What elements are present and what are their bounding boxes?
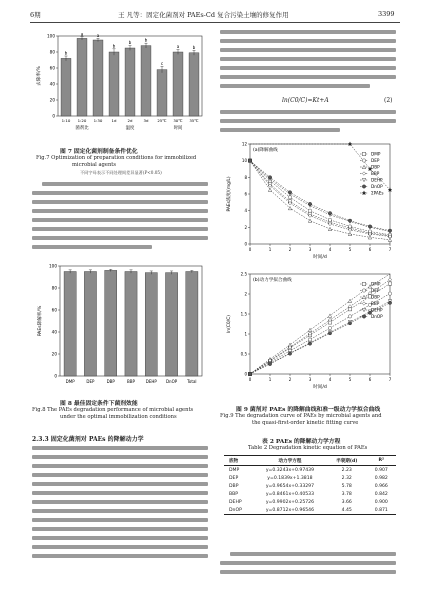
issue-number: 6期 (30, 11, 41, 19)
point-ΣPAEs (348, 142, 351, 146)
y-tick-label: 0.5 (240, 351, 247, 357)
table-cell-substrate: DMP (229, 467, 240, 473)
x-tick-label: 3d (143, 118, 149, 123)
point-ΣPAEs (388, 188, 391, 192)
x-tick-label: DEHP (145, 379, 157, 384)
x-group-label: 时间 (173, 126, 183, 131)
x-tick-label: 7 (388, 247, 392, 252)
right-body-paragraph-1 (220, 30, 396, 88)
fig7-title-en-line1: Fig.7 Optimization of preparation conditions for immobilized (36, 155, 197, 161)
y-tick-label: 4 (244, 208, 247, 214)
point-DEP (308, 209, 311, 212)
table-row (224, 474, 396, 482)
bar-DEP (84, 272, 96, 377)
y-tick-label: 2.5 (240, 271, 247, 277)
equation-number: (2) (384, 97, 393, 104)
x-tick-label: 2d (127, 118, 133, 123)
x-tick-label: 1 (268, 247, 272, 252)
table-cell-substrate: DBP (229, 483, 239, 489)
bar-1:20 (77, 38, 87, 116)
table2-title-zh: 表 2 PAEs 的降解动力学方程 (262, 439, 341, 445)
column-header-equation: 动力学方程 (278, 458, 302, 464)
point-DEP (308, 338, 311, 341)
point-DMP (388, 282, 391, 285)
legend-label: ΣPAEs (371, 190, 384, 196)
legend-label: DnOP (371, 184, 383, 189)
legend-label: DMP (371, 281, 381, 287)
y-tick-label: 80 (49, 49, 55, 55)
column-header-r2: R² (378, 458, 385, 463)
point-DnOP (348, 322, 351, 325)
table-cell-r2: 0.900 (374, 499, 388, 505)
y-tick-label: 40 (51, 329, 57, 335)
point-DBP (268, 188, 271, 191)
significance-letter: b (128, 40, 132, 46)
left-body-paragraph-2 (32, 446, 208, 558)
y-tick-label: 2 (244, 224, 247, 230)
table-cell-r2: 0.871 (374, 507, 388, 513)
table-cell-r2: 0.907 (374, 467, 388, 473)
table-cell-equation: y=0.8712x+0.96546 (265, 507, 315, 513)
point-DBP (348, 299, 351, 302)
x-tick-label: Total (187, 379, 197, 384)
legend-marker-DnOP (362, 315, 365, 318)
x-tick-label: 3 (308, 377, 312, 382)
table-row (224, 490, 396, 498)
table-header-row (224, 456, 396, 466)
point-DBP (308, 328, 311, 331)
x-tick-label: 1:20 (77, 118, 87, 123)
x-tick-label: BBP (127, 379, 135, 384)
y-axis-label: 去除率/% (37, 66, 42, 86)
table-cell-equation: y=0.8461x+0.40533 (265, 491, 315, 497)
fig8-title-en-line1: Fig.8 The PAEs degradation performance of microbial agents (32, 407, 194, 413)
x-tick-label: DMP (65, 379, 75, 384)
fig7-title-en-line2: microbial agents (72, 162, 117, 168)
legend-label: BBP (371, 301, 380, 306)
y-tick-label: 0 (244, 371, 247, 377)
y-axis-label: PAEs降解率/% (38, 305, 43, 337)
fig9-title-en-line2: the quasi-first-order kinetic fitting curve (252, 420, 359, 426)
legend-marker-BBP (362, 302, 365, 305)
table-row (224, 498, 396, 506)
y-tick-label: 1 (244, 331, 247, 337)
bar-30℃ (173, 52, 183, 116)
x-tick-label: 25℃ (157, 118, 167, 123)
significance-letter: a (80, 31, 84, 37)
x-tick-label: DBP (106, 379, 115, 384)
point-DnOP (368, 225, 371, 228)
point-DEP (348, 315, 351, 318)
x-tick-label: 6 (368, 247, 372, 252)
table2-title-en: Table 2 Degradation kinetic equation of PAEs (248, 445, 368, 451)
point-DnOP (388, 301, 391, 304)
point-DnOP (328, 211, 331, 214)
table-row (224, 466, 396, 475)
x-tick-label: 1 (268, 377, 272, 382)
table-cell-r2: 0.982 (374, 475, 388, 481)
legend-label: DEHP (371, 307, 383, 313)
bar-1:30 (93, 40, 103, 116)
legend-marker-DMP (362, 152, 365, 155)
significance-letter: c (160, 60, 164, 66)
left-body-paragraph-1 (32, 182, 208, 249)
fig7-title-zh: 图 7 固定化菌剂制备条件优化 (60, 149, 138, 155)
legend-label: DEP (371, 158, 380, 163)
legend-marker-DnOP (362, 185, 365, 188)
legend-label: DBP (371, 294, 380, 300)
x-axis-label: 时间/d (313, 385, 327, 390)
table-cell-equation: y=0.1839x+1.3818 (267, 475, 313, 481)
significance-letter: a (96, 32, 100, 38)
point-DnOP (308, 202, 311, 205)
y-tick-label: 0 (54, 373, 57, 379)
table-cell-equation: y=0.9654x+0.33297 (265, 483, 315, 489)
series-line-DBP (250, 274, 390, 374)
x-group-label: 温度 (125, 126, 135, 131)
point-DnOP (308, 342, 311, 345)
y-tick-label: 60 (49, 65, 55, 71)
table-cell-r2: 0.842 (374, 491, 388, 497)
header-rule (30, 22, 400, 23)
x-tick-label: DEP (86, 379, 95, 384)
panel-title: (b)动力学拟合曲线 (253, 278, 292, 283)
table-cell-substrate: DnOP (229, 507, 242, 513)
table-cell-half-life: 3.78 (341, 491, 352, 497)
series-line-DMP (250, 161, 390, 236)
bar-DnOP (165, 273, 177, 376)
fig8-bar-chart (34, 258, 206, 393)
x-tick-label: 35℃ (189, 118, 199, 123)
right-body-paragraph-3 (220, 552, 396, 574)
table-cell-half-life: 5.78 (341, 483, 352, 489)
table-row (224, 482, 396, 490)
point-DBP (328, 314, 331, 317)
table-cell-substrate: DEHP (229, 499, 242, 505)
table-row (224, 506, 396, 515)
point-DnOP (348, 219, 351, 222)
x-tick-label: 6 (368, 377, 372, 382)
bar-1d (109, 52, 119, 116)
bar-DEHP (145, 273, 157, 376)
panel-title: (a)降解曲线 (253, 148, 278, 153)
x-tick-label: 30℃ (173, 118, 183, 123)
legend-marker-DMP (362, 282, 365, 285)
column-header-half-life: 半衰期(d) (336, 458, 358, 464)
bar-25℃ (157, 70, 167, 116)
table-cell-r2: 0.966 (374, 483, 388, 489)
x-tick-label: 1:30 (93, 118, 103, 123)
fig7-bar-chart (34, 30, 206, 142)
y-tick-label: 100 (47, 33, 55, 39)
fig9-title-zh: 图 9 菌剂对 PAEs 的降解曲线和准一级动力学拟合曲线 (236, 407, 381, 413)
y-tick-label: 6 (244, 191, 247, 197)
table-cell-half-life: 2.23 (341, 467, 352, 473)
point-DnOP (328, 332, 331, 335)
point-DBP (388, 238, 391, 241)
table-cell-equation: y=0.9902x+0.25726 (265, 499, 315, 505)
fig7-significance-note: 不同字母表示不同处理间差异显著(P<0.05) (80, 170, 162, 175)
fig9-title-en-line1: Fig.9 The degradation curve of PAEs by microbial agents and (220, 413, 382, 419)
x-tick-label: 5 (348, 377, 352, 382)
x-tick-label: 3 (308, 247, 312, 252)
point-DBP (308, 219, 311, 222)
bar-BBP (125, 272, 137, 377)
point-DnOP (248, 372, 251, 375)
x-group-label: 菌剂比 (75, 126, 89, 131)
y-tick-label: 80 (51, 285, 57, 291)
column-header-substrate: 底物 (229, 458, 239, 464)
fig8-title-en-line2: under the optimal immobilization conditions (60, 414, 177, 420)
point-DEP (348, 225, 351, 228)
page-number: 3399 (378, 10, 395, 18)
legend-label: BBP (371, 171, 380, 176)
plot-frame (250, 144, 390, 244)
table-cell-half-life: 2.32 (341, 475, 352, 481)
series-line-DEP (250, 161, 390, 235)
legend-label: DBP (371, 164, 380, 170)
plot-frame (250, 274, 390, 374)
running-title: 王 凡等：固定化菌剂对 PAEs-Cd 复合污染土壤的修复作用 (118, 11, 289, 19)
legend-marker-BBP (362, 172, 365, 175)
legend-marker-ΣPAEs (362, 191, 365, 195)
table-cell-equation: y=0.3243x+0.97439 (265, 467, 315, 473)
x-tick-label: 4 (328, 247, 332, 252)
y-axis-label: PAEs浓度/(mg/L) (227, 176, 232, 212)
point-DBP (328, 227, 331, 230)
point-DnOP (268, 176, 271, 179)
legend-label: DnOP (371, 314, 383, 319)
point-DnOP (288, 352, 291, 355)
y-tick-label: 1.5 (240, 311, 247, 317)
x-tick-label: 4 (328, 377, 332, 382)
series-line-DEHP (250, 161, 390, 232)
kinetics-table (224, 455, 396, 515)
y-tick-label: 20 (51, 351, 57, 357)
x-tick-label: 0 (248, 247, 252, 252)
table-cell-substrate: DEP (229, 475, 239, 481)
y-tick-label: 60 (51, 307, 57, 313)
legend-marker-DEP (362, 159, 365, 162)
bar-3d (141, 46, 151, 116)
bar-35℃ (189, 53, 199, 116)
y-tick-label: 0 (52, 113, 55, 119)
y-tick-label: 100 (49, 263, 57, 269)
x-tick-label: 2 (288, 377, 292, 382)
y-tick-label: 12 (241, 141, 247, 147)
fig9-line-charts (224, 140, 396, 398)
bar-Total (186, 272, 198, 377)
y-axis-label: ln(C0/C) (227, 315, 232, 333)
bar-DMP (64, 272, 76, 377)
equation-formula: ln(C0/C)=Kt+A (282, 97, 329, 104)
significance-letter: b (64, 50, 68, 56)
x-tick-label: 7 (388, 377, 392, 382)
point-DEP (388, 292, 391, 295)
x-tick-label: DnOP (165, 379, 178, 384)
legend-label: DEHP (371, 177, 383, 183)
significance-letter: b (144, 37, 148, 43)
x-tick-label: 2 (288, 247, 292, 252)
legend-label: DEP (371, 288, 380, 293)
point-DnOP (268, 362, 271, 365)
y-tick-label: 20 (49, 97, 55, 103)
x-tick-label: 5 (348, 247, 352, 252)
x-tick-label: 0 (248, 377, 252, 382)
bar-2d (125, 48, 135, 116)
table-cell-substrate: BBP (229, 491, 239, 497)
significance-letter: a (176, 44, 180, 50)
significance-letter: b (112, 43, 116, 49)
point-DnOP (248, 159, 251, 162)
right-body-paragraph-2 (220, 110, 396, 132)
point-BBP (388, 278, 391, 281)
point-DnOP (388, 229, 391, 232)
bar-1:10 (61, 58, 71, 116)
legend-label: DMP (371, 151, 381, 157)
point-DBP (288, 206, 291, 209)
y-tick-label: 8 (244, 174, 247, 180)
x-tick-label: 1:10 (61, 118, 71, 123)
point-DEP (328, 218, 331, 221)
table-cell-half-life: 3.66 (341, 499, 352, 505)
legend-marker-DEP (362, 289, 365, 292)
series-line-DnOP (250, 161, 390, 231)
bar-DBP (105, 270, 117, 376)
x-axis-label: 时间/d (313, 255, 327, 260)
y-tick-label: 0 (244, 241, 247, 247)
significance-letter: b (192, 44, 196, 50)
y-tick-label: 10 (241, 158, 247, 164)
fig8-title-zh: 图 8 最佳固定条件下菌剂效能 (60, 401, 138, 407)
x-tick-label: 1d (111, 118, 117, 123)
table-cell-half-life: 4.45 (341, 507, 352, 513)
point-DnOP (288, 191, 291, 194)
point-DEP (328, 326, 331, 329)
y-tick-label: 40 (49, 81, 55, 87)
section-heading-2-3-3: 2.3.3 固定化菌剂对 PAEs 的降解动力学 (32, 436, 144, 443)
y-tick-label: 2 (244, 291, 247, 297)
